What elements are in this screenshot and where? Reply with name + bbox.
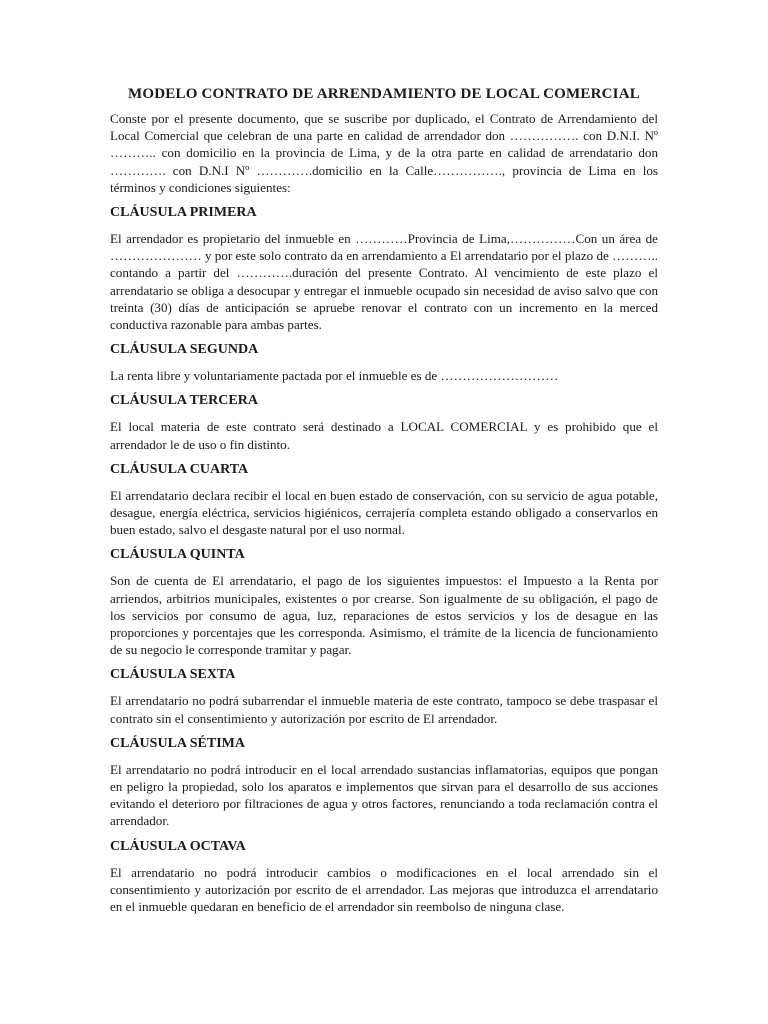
- clause-1-heading: CLÁUSULA PRIMERA: [110, 205, 257, 221]
- clause-7-text: El arrendatario no podrá introducir en el local arrendado sustancias inflamatorias, equipos que pongan en peligro la propiedad, solo los aparatos e implementos que sirvan para el desarrollo de sus acciones evitando el deterioro por filtraciones de agua y otros factores, renunciando a toda reclamación contra el arrendador.: [110, 761, 658, 829]
- clause-6-text: El arrendatario no podrá subarrendar el inmueble materia de este contrato, tampoco se debe traspasar el contrato sin el consentimiento y autorización por escrito de El arrendador.: [110, 693, 658, 726]
- clause-7-heading: CLÁUSULA SÉTIMA: [110, 735, 245, 751]
- clause-4-text: El arrendatario declara recibir el local en buen estado de conservación, con su servicio de agua potable, desague, energía eléctrica, servicios higiénicos, cerrajería completa estando obligado a conservarlos en buen estado, salvo el desgaste natural por el uso normal.: [110, 487, 658, 538]
- clause-3-text: El local materia de este contrato será destinado a LOCAL COMERCIAL y es prohibido que el arrendador le de uso o fin distinto.: [110, 419, 658, 452]
- clause-8-heading: CLÁUSULA OCTAVA: [110, 838, 246, 854]
- clause-1-text: El arrendador es propietario del inmueble en …………Provincia de Lima,……………Con un área de ………………… y por este solo contrato da en arrendamiento a El arrendatario por el plazo de ……….. contando a partir del ………….duración del presente Contrato. Al vencimiento de este plazo el arrendatario se obliga a desocupar y entregar el inmueble ocupado sin necesidad de aviso salvo que con treinta (30) días de anticipación se apruebe renovar el contrato con un incremento en la merced conductiva razonable para ambas partes.: [110, 231, 658, 333]
- clause-2-heading: CLÁUSULA SEGUNDA: [110, 342, 259, 358]
- clause-5-heading: CLÁUSULA QUINTA: [110, 547, 245, 563]
- clause-5-text: Son de cuenta de El arrendatario, el pago de los siguientes impuestos: el Impuesto a la Renta por arriendos, arbitrios municipales, existentes o por crearse. Son igualmente de su obligación, el pago de los servicios por consumo de agua, luz, reparaciones de estos servicios y los de desague en las proporciones y porcentajes que les corresponda. Asimismo, el trámite de la licencia de funcionamiento de su negocio le corresponde tramitar y pagar.: [110, 573, 658, 658]
- clause-4-heading: CLÁUSULA CUARTA: [110, 461, 249, 477]
- clause-6-heading: CLÁUSULA SEXTA: [110, 667, 236, 683]
- intro-paragraph: Conste por el presente documento, que se suscribe por duplicado, el Contrato de Arrendamiento del Local Comercial que celebran de una parte en calidad de arrendador don ……………. con D.N.I. Nº ……….. con domicilio en la provincia de Lima, y de la otra parte en calidad de arrendatario don …………. con D.N.I Nº ………….domicilio en la Calle……………., provincia de Lima en los términos y condiciones siguientes:: [110, 111, 658, 195]
- clause-3-heading: CLÁUSULA TERCERA: [110, 393, 258, 409]
- document-title: MODELO CONTRATO DE ARRENDAMIENTO DE LOCAL COMERCIAL: [128, 86, 640, 102]
- clause-8-text: El arrendatario no podrá introducir cambios o modificaciones en el local arrendado sin el consentimiento y autorización por escrito de el arrendador. Las mejoras que introduzca el arrendatario en el inmueble quedaran en beneficio de el arrendador sin reembolso de ninguna clase.: [110, 864, 658, 915]
- clause-2-text: La renta libre y voluntariamente pactada por el inmueble es de ………………………: [110, 368, 559, 384]
